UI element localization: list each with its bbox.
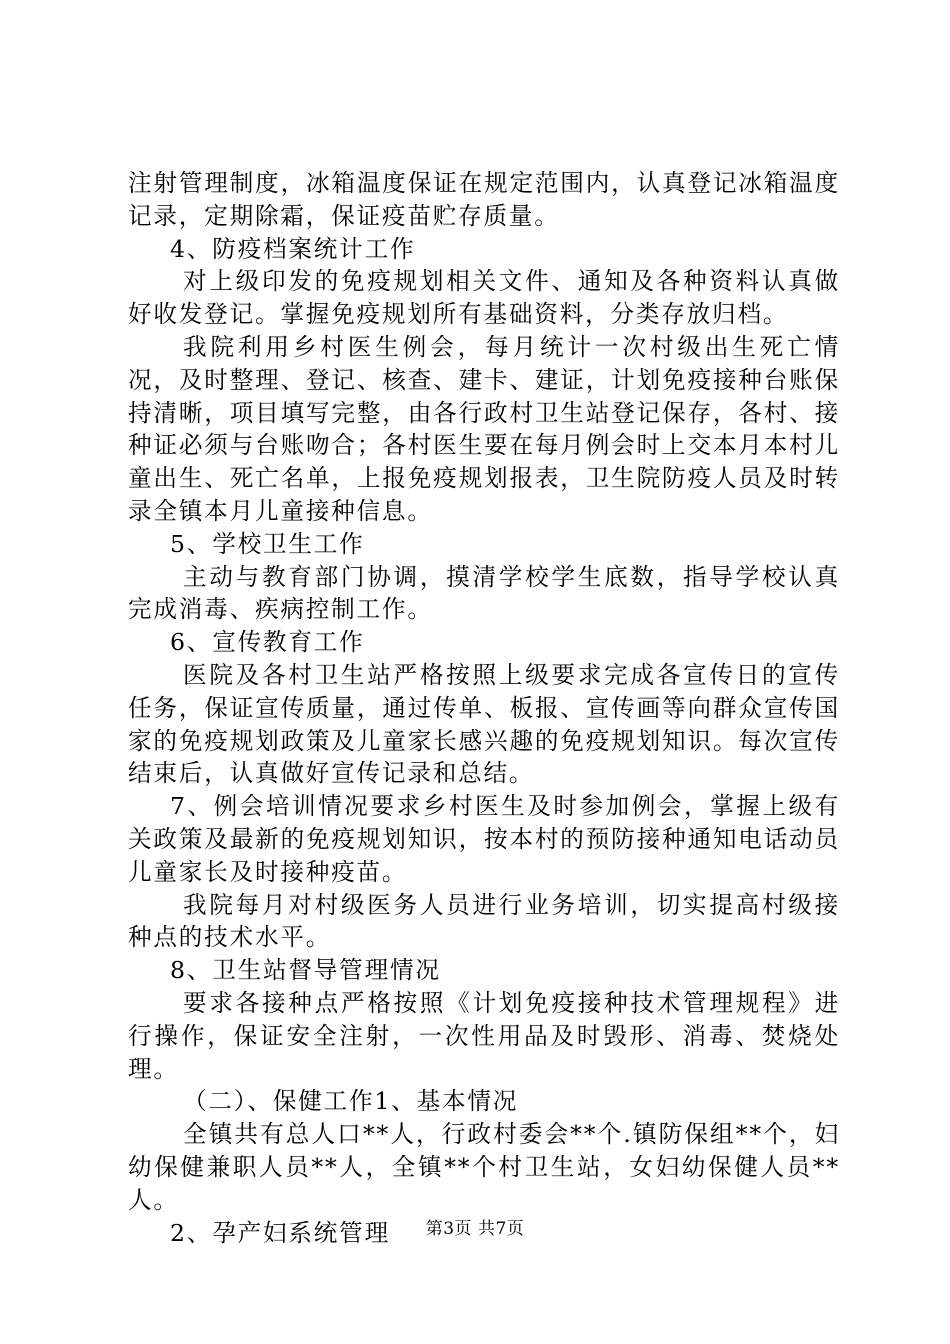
- paragraph-document-filing: 对上级印发的免疫规划相关文件、通知及各种资料认真做好收发登记。掌握免疫规划所有基础资料，分类存放归档。: [128, 267, 840, 329]
- paragraph-basic-situation: 全镇共有总人口**人，行政村委会**个.镇防保组**个，妇幼保健兼职人员**人，全镇**个村卫生站，女妇幼保健人员**人。: [128, 1120, 840, 1214]
- paragraph-meeting-training: 7、例会培训情况要求乡村医生及时参加例会，掌握上级有关政策及最新的免疫规划知识，按本村的预防接种通知电话动员儿童家长及时接种疫苗。: [128, 792, 840, 886]
- paragraph-continuation: 注射管理制度，冰箱温度保证在规定范围内，认真登记冰箱温度记录，定期除霜，保证疫苗贮存质量。: [128, 169, 840, 230]
- heading-station-supervision: 8、卫生站督导管理情况: [170, 956, 441, 985]
- paragraph-school-health: 主动与教育部门协调，摸清学校学生底数，指导学校认真完成消毒、疾病控制工作。: [128, 562, 840, 624]
- paragraph-village-statistics: 我院利用乡村医生例会，每月统计一次村级出生死亡情况，及时整理、登记、核查、建卡、建证，计划免疫接种台账保持清晰，项目填写完整，由各行政村卫生站登记保存，各村、接种证必须与台账吻合；各村医生要在每月例会时上交本月本村儿童出生、死亡名单，上报免疫规划报表，卫生院防疫人员及时转录全镇本月儿童接种信息。: [128, 332, 840, 525]
- page-number-footer: 第3页 共7页: [425, 1219, 525, 1239]
- paragraph-station-supervision: 要求各接种点严格按照《计划免疫接种技术管理规程》进行操作，保证安全注射，一次性用品及时毁形、消毒、焚烧处理。: [128, 988, 840, 1083]
- heading-maternal-management: 2、孕产妇系统管理: [170, 1218, 390, 1247]
- document-body: [128, 167, 840, 1249]
- heading-school-health: 5、学校卫生工作: [170, 529, 365, 558]
- heading-publicity-education: 6、宣传教育工作: [170, 628, 365, 657]
- heading-archive-statistics: 4、防疫档案统计工作: [170, 234, 416, 263]
- paragraph-monthly-training: 我院每月对村级医务人员进行业务培训，切实提高村级接种点的技术水平。: [128, 890, 840, 952]
- heading-health-care-section: （二）、保健工作1、基本情况: [183, 1087, 519, 1116]
- paragraph-publicity-education: 医院及各村卫生站严格按照上级要求完成各宣传日的宣传任务，保证宣传质量，通过传单、板报、宣传画等向群众宣传国家的免疫规划政策及儿童家长感兴趣的免疫规划知识。每次宣传结束后，认真做好宣传记录和总结。: [128, 660, 840, 788]
